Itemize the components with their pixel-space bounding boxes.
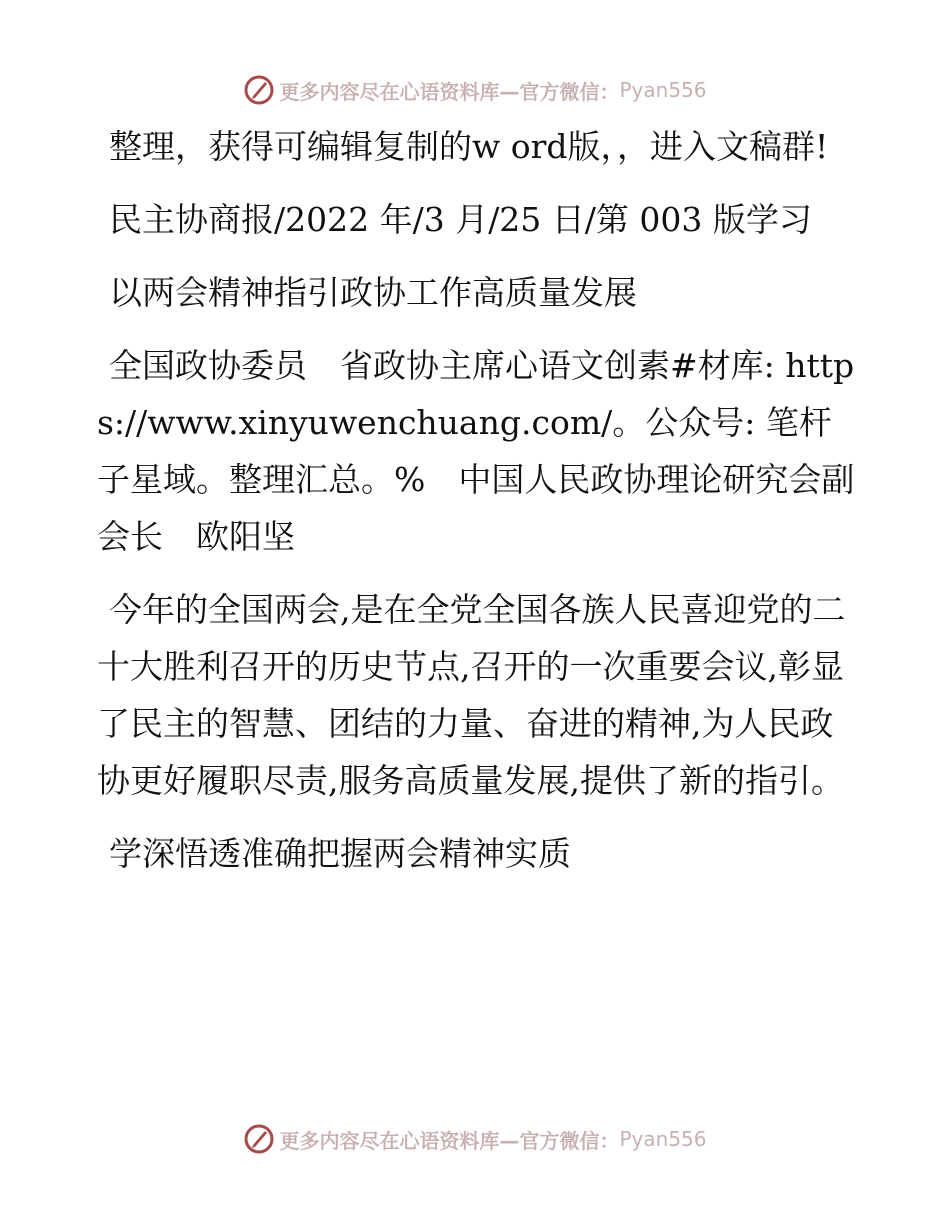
- paragraph-intro: 整理，获得可编辑复制的w ord版，，进入文稿群!: [109, 127, 829, 166]
- banner-wechat-id: Pyan556: [619, 78, 707, 102]
- paragraph-author: 全国政协委员 省政协主席心语文创素#材库: https://www.xinyuwenchuang.com/。公众号: 笔杆子星域。整理汇总。% 中国人民政协理论研究会副会长 欧阳坚: [97, 346, 855, 556]
- quill-logo-icon: [243, 74, 275, 106]
- footer-watermark-banner: [0, 1119, 950, 1159]
- header-watermark-banner: [0, 70, 950, 110]
- section-heading: 学深悟透准确把握两会精神实质: [109, 834, 571, 873]
- document-body: [97, 118, 857, 898]
- banner-text: 更多内容尽在心语资料库—官方微信：: [279, 1128, 620, 1153]
- quill-logo-icon: [243, 1123, 275, 1155]
- banner-wechat-id: Pyan556: [619, 1127, 707, 1151]
- banner-text: 更多内容尽在心语资料库—官方微信：: [279, 79, 620, 104]
- article-title: 以两会精神指引政协工作高质量发展: [109, 273, 637, 312]
- paragraph-source: 民主协商报/2022 年/3 月/25 日/第 003 版学习: [109, 200, 812, 239]
- paragraph-body: 今年的全国两会,是在全党全国各族人民喜迎党的二十大胜利召开的历史节点,召开的一次重要会议,彰显了民主的智慧、团结的力量、奋进的精神,为人民政协更好履职尽责,服务高质量发展,提供了新的指引。: [97, 590, 846, 800]
